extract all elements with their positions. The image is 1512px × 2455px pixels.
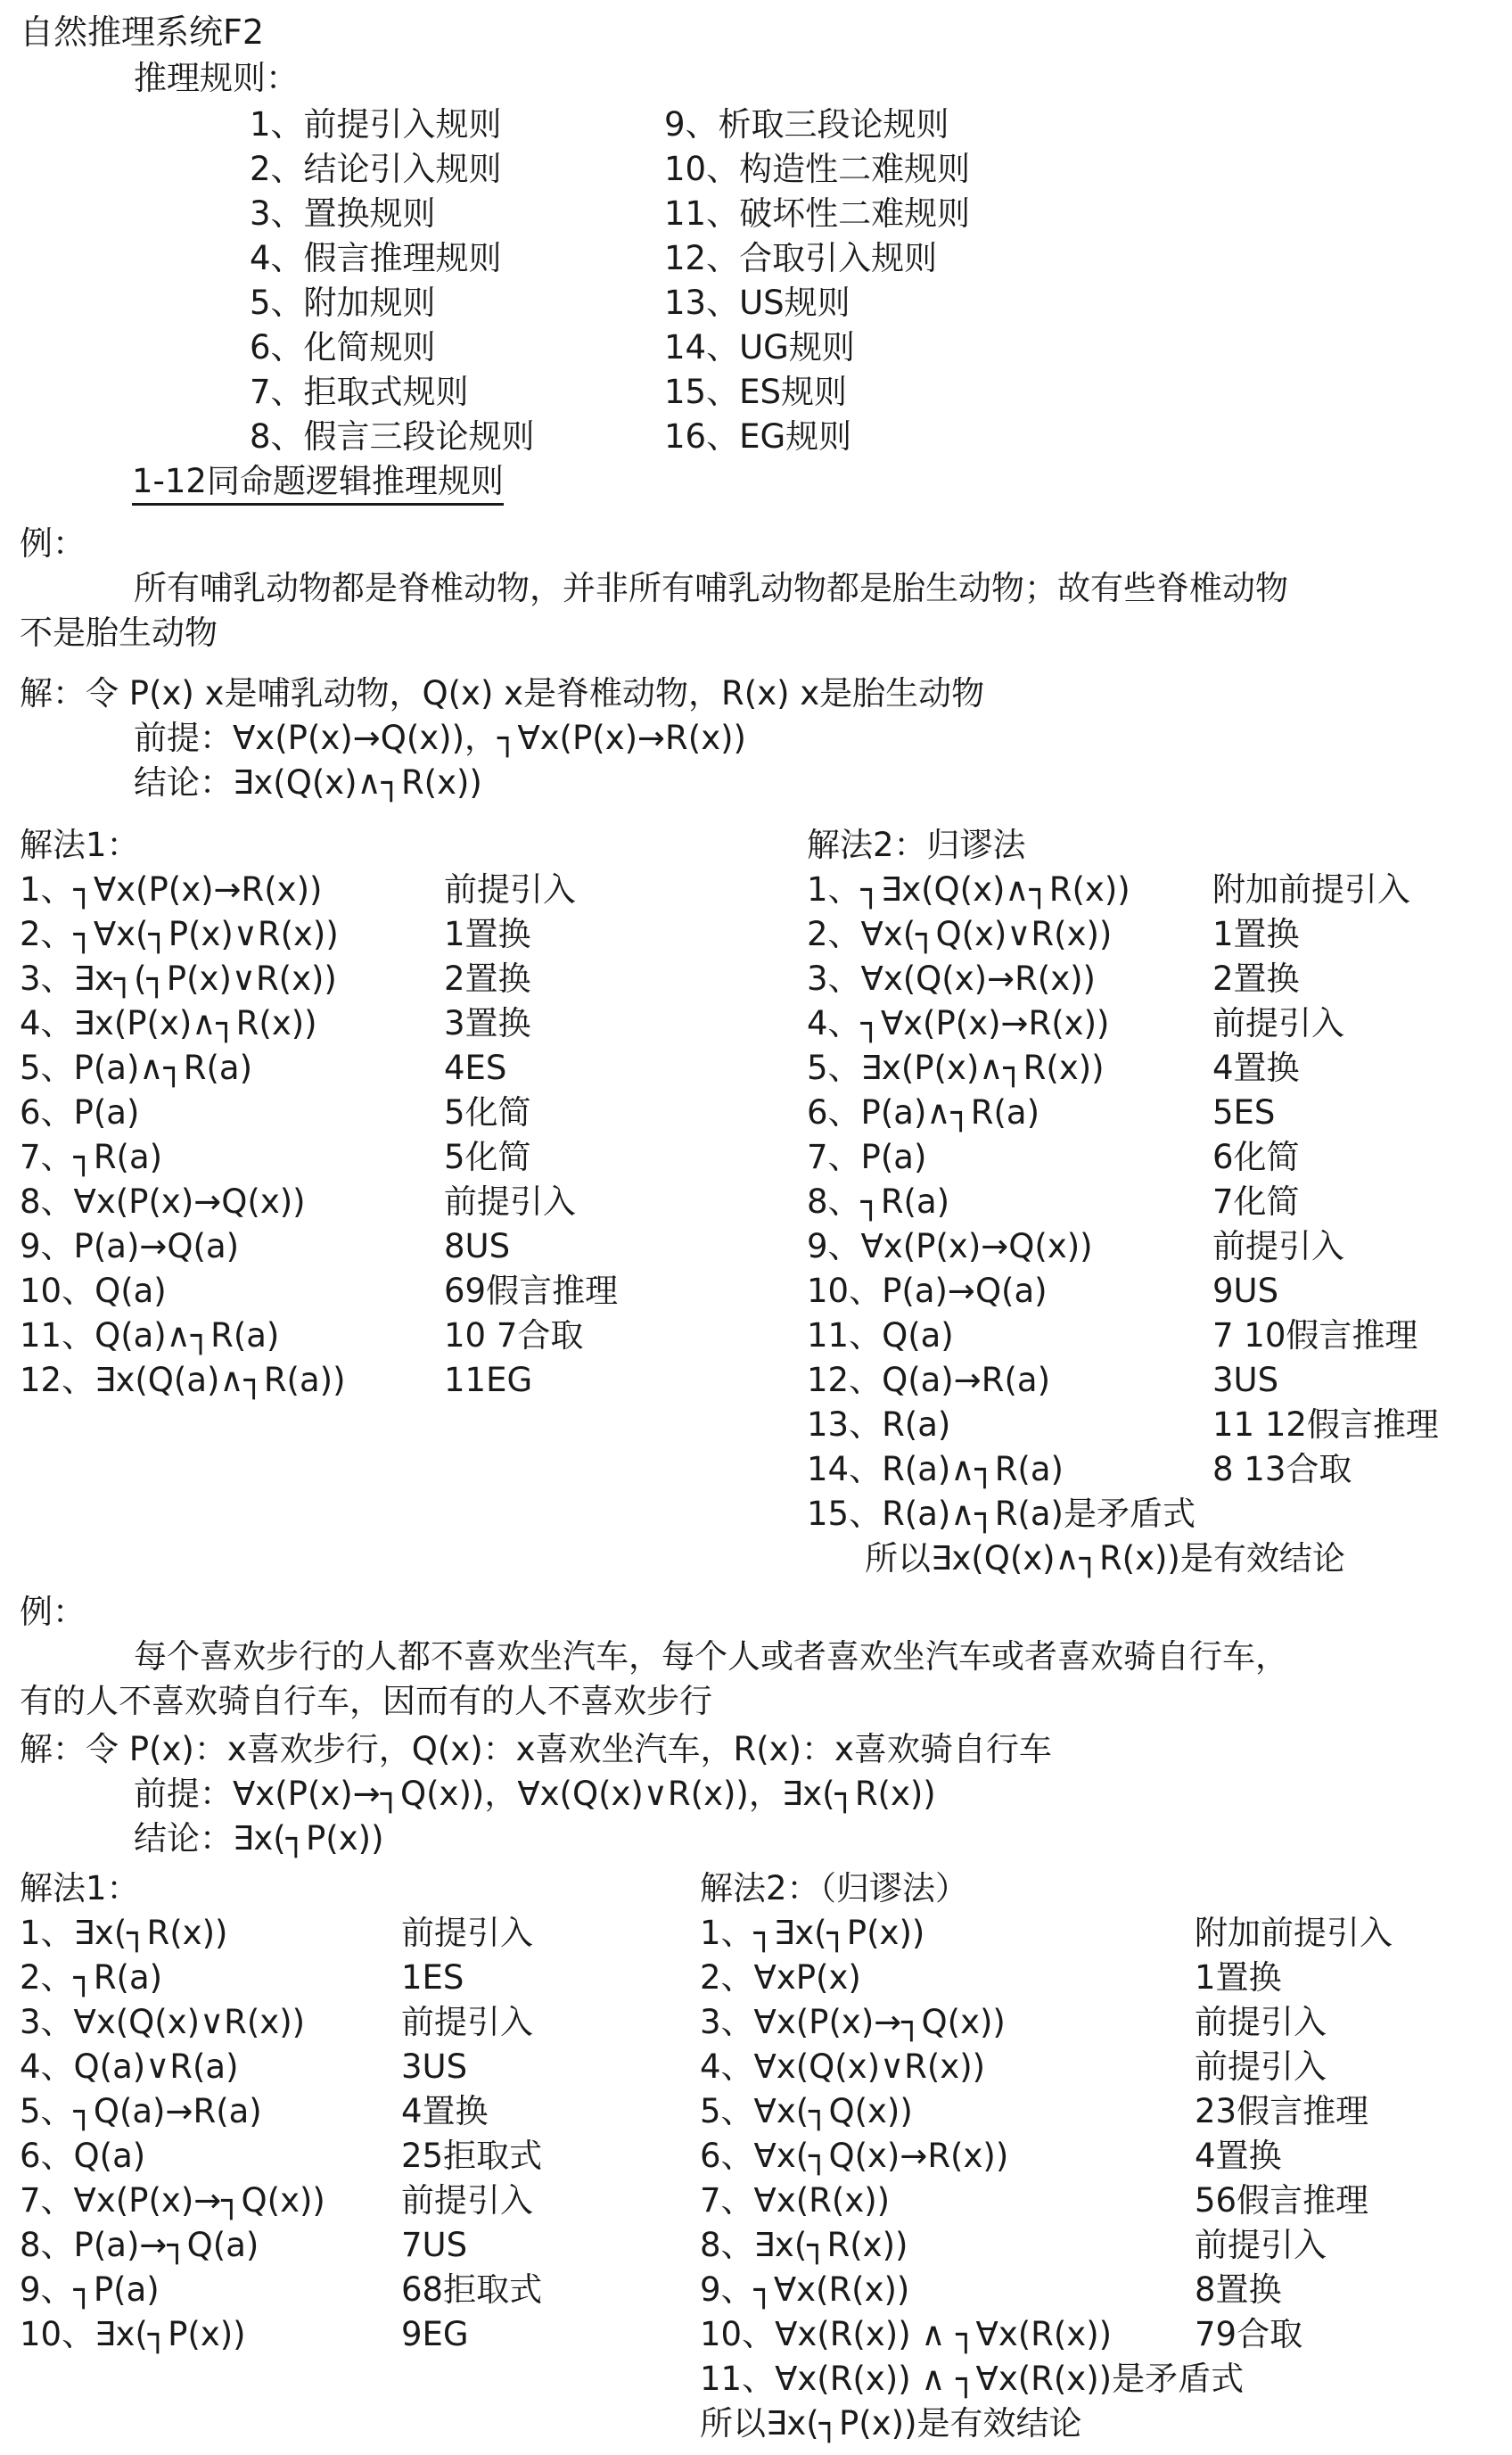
rule-item: 15、ES规则 [664, 373, 847, 411]
step-reason: 前提引入 [401, 1914, 533, 1952]
step-formula: 7、P(a) [807, 1138, 927, 1176]
step-formula: 11、Q(a) [807, 1316, 954, 1355]
rule-item: 2、结论引入规则 [250, 150, 502, 188]
step-reason: 附加前提引入 [1212, 870, 1410, 909]
step-reason: 5化简 [444, 1138, 531, 1176]
step-formula: 7、┐R(a) [20, 1138, 163, 1176]
step-formula: 5、∀x(┐Q(x)) [700, 2092, 913, 2130]
step-formula: 8、∃x(┐R(x)) [700, 2226, 908, 2264]
step-formula: 4、∃x(P(x)∧┐R(x)) [20, 1004, 317, 1042]
step-reason: 5ES [1212, 1093, 1276, 1132]
step-formula: 4、∀x(Q(x)∨R(x)) [700, 2047, 986, 2086]
example-label: 例： [20, 524, 86, 563]
step-reason: 3US [401, 2047, 468, 2086]
rule-item: 10、构造性二难规则 [664, 150, 971, 188]
step-formula: 5、∃x(P(x)∧┐R(x)) [807, 1049, 1105, 1087]
premises: 前提：∀x(P(x)→Q(x))，┐∀x(P(x)→R(x)) [134, 719, 746, 757]
step-reason: 7US [401, 2226, 468, 2264]
step-reason: 4置换 [401, 2092, 489, 2130]
step-formula: 2、∀xP(x) [700, 1958, 861, 1997]
step-formula: 11、∀x(R(x)) ∧ ┐∀x(R(x))是矛盾式 [700, 2360, 1245, 2398]
method-title: 解法2：归谬法 [807, 826, 1026, 864]
solution-definitions: 解：令 P(x)：x喜欢步行，Q(x)：x喜欢坐汽车，R(x)：x喜欢骑自行车 [20, 1730, 1052, 1768]
rule-item: 8、假言三段论规则 [250, 417, 535, 456]
step-reason: 7 10假言推理 [1212, 1316, 1418, 1355]
rule-item: 4、假言推理规则 [250, 239, 502, 277]
solution-definitions: 解：令 P(x) x是哺乳动物，Q(x) x是脊椎动物，R(x) x是胎生动物 [20, 674, 985, 713]
step-reason: 8 13合取 [1212, 1450, 1352, 1488]
step-formula: 10、Q(a) [20, 1272, 167, 1310]
rule-item: 14、UG规则 [664, 328, 855, 367]
step-formula: 1、∃x(┐R(x)) [20, 1914, 228, 1952]
step-reason: 1置换 [1212, 915, 1300, 953]
step-reason: 前提引入 [401, 2181, 533, 2220]
step-formula: 6、P(a)∧┐R(a) [807, 1093, 1040, 1132]
rule-item: 6、化简规则 [250, 328, 436, 367]
step-formula: 10、∃x(┐P(x)) [20, 2315, 246, 2353]
step-formula: 15、R(a)∧┐R(a)是矛盾式 [807, 1495, 1196, 1533]
conclusion: 结论：∃x(Q(x)∧┐R(x)) [134, 763, 482, 802]
step-formula: 9、┐P(a) [20, 2270, 160, 2309]
step-formula: 8、┐R(a) [807, 1182, 950, 1221]
step-formula: 12、Q(a)→R(a) [807, 1361, 1051, 1399]
example-text: 每个喜欢步行的人都不喜欢坐汽车，每个人或者喜欢坐汽车或者喜欢骑自行车， [134, 1637, 1288, 1676]
step-formula: 3、∃x┐(┐P(x)∨R(x)) [20, 960, 337, 998]
step-reason: 6化简 [1212, 1138, 1300, 1176]
step-reason: 前提引入 [1195, 2226, 1327, 2264]
rule-item: 3、置换规则 [250, 194, 436, 233]
step-reason: 8US [444, 1227, 511, 1265]
step-reason: 5化简 [444, 1093, 531, 1132]
method-title: 解法2：（归谬法） [700, 1869, 969, 1907]
step-formula: 1、┐∃x(┐P(x)) [700, 1914, 925, 1952]
step-formula: 14、R(a)∧┐R(a) [807, 1450, 1064, 1488]
step-formula: 3、∀x(P(x)→┐Q(x)) [700, 2003, 1006, 2041]
step-formula: 6、∀x(┐Q(x)→R(x)) [700, 2137, 1009, 2175]
step-formula: 2、┐∀x(┐P(x)∨R(x)) [20, 915, 339, 953]
step-formula: 10、P(a)→Q(a) [807, 1272, 1048, 1310]
example-text: 所有哺乳动物都是脊椎动物，并非所有哺乳动物都是胎生动物；故有些脊椎动物 [134, 569, 1288, 607]
step-reason: 4置换 [1195, 2137, 1282, 2175]
step-reason: 23假言推理 [1195, 2092, 1369, 2130]
step-formula: 5、┐Q(a)→R(a) [20, 2092, 262, 2130]
rule-item: 13、US规则 [664, 284, 850, 322]
step-formula: 1、┐∀x(P(x)→R(x)) [20, 870, 323, 909]
step-reason: 11EG [444, 1361, 533, 1399]
step-formula: 6、Q(a) [20, 2137, 146, 2175]
step-formula: 6、P(a) [20, 1093, 140, 1132]
step-reason: 8置换 [1195, 2270, 1282, 2309]
step-formula: 5、P(a)∧┐R(a) [20, 1049, 253, 1087]
step-formula: 9、∀x(P(x)→Q(x)) [807, 1227, 1093, 1265]
conclusion: 结论：∃x(┐P(x)) [134, 1819, 384, 1858]
step-formula: 2、∀x(┐Q(x)∨R(x)) [807, 915, 1113, 953]
step-reason: 前提引入 [444, 870, 576, 909]
example-label: 例： [20, 1593, 86, 1631]
step-reason: 前提引入 [1195, 2003, 1327, 2041]
rules-note: 1-12同命题逻辑推理规则 [132, 462, 504, 506]
final-conclusion: 所以∃x(Q(x)∧┐R(x))是有效结论 [865, 1539, 1345, 1578]
step-reason: 前提引入 [1195, 2047, 1327, 2086]
step-formula: 7、∀x(P(x)→┐Q(x)) [20, 2181, 325, 2220]
step-reason: 11 12假言推理 [1212, 1405, 1439, 1444]
step-reason: 1ES [401, 1958, 464, 1997]
step-formula: 12、∃x(Q(a)∧┐R(a)) [20, 1361, 346, 1399]
step-reason: 1置换 [444, 915, 531, 953]
step-reason: 7化简 [1212, 1182, 1300, 1221]
step-formula: 8、P(a)→┐Q(a) [20, 2226, 259, 2264]
rule-item: 16、EG规则 [664, 417, 852, 456]
step-reason: 9EG [401, 2315, 469, 2353]
step-formula: 11、Q(a)∧┐R(a) [20, 1316, 280, 1355]
step-reason: 2置换 [1212, 960, 1300, 998]
step-formula: 8、∀x(P(x)→Q(x)) [20, 1182, 306, 1221]
step-formula: 4、┐∀x(P(x)→R(x)) [807, 1004, 1110, 1042]
rule-item: 1、前提引入规则 [250, 105, 502, 144]
step-reason: 25拒取式 [401, 2137, 543, 2175]
step-reason: 9US [1212, 1272, 1279, 1310]
step-reason: 3置换 [444, 1004, 531, 1042]
rule-item: 7、拒取式规则 [250, 373, 469, 411]
rule-item: 9、析取三段论规则 [664, 105, 949, 144]
rule-item: 11、破坏性二难规则 [664, 194, 971, 233]
step-formula: 3、∀x(Q(x)→R(x)) [807, 960, 1096, 998]
step-reason: 前提引入 [444, 1182, 576, 1221]
step-formula: 9、P(a)→Q(a) [20, 1227, 240, 1265]
step-reason: 79合取 [1195, 2315, 1303, 2353]
step-formula: 1、┐∃x(Q(x)∧┐R(x)) [807, 870, 1130, 909]
step-reason: 4ES [444, 1049, 507, 1087]
method-title: 解法1： [20, 826, 140, 864]
step-reason: 56假言推理 [1195, 2181, 1369, 2220]
step-formula: 4、Q(a)∨R(a) [20, 2047, 239, 2086]
step-reason: 前提引入 [1212, 1004, 1344, 1042]
rules-heading: 推理规则： [134, 59, 299, 97]
step-reason: 附加前提引入 [1195, 1914, 1393, 1952]
step-reason: 4置换 [1212, 1049, 1300, 1087]
step-formula: 3、∀x(Q(x)∨R(x)) [20, 2003, 306, 2041]
step-formula: 10、∀x(R(x)) ∧ ┐∀x(R(x)) [700, 2315, 1113, 2353]
rule-item: 12、合取引入规则 [664, 239, 938, 277]
step-formula: 9、┐∀x(R(x)) [700, 2270, 910, 2309]
step-formula: 13、R(a) [807, 1405, 951, 1444]
step-reason: 10 7合取 [444, 1316, 584, 1355]
example-text: 有的人不喜欢骑自行车，因而有的人不喜欢步行 [20, 1682, 712, 1720]
method-title: 解法1： [20, 1869, 140, 1907]
rule-item: 5、附加规则 [250, 284, 436, 322]
step-reason: 前提引入 [401, 2003, 533, 2041]
step-reason: 69假言推理 [444, 1272, 619, 1310]
step-reason: 68拒取式 [401, 2270, 543, 2309]
step-formula: 7、∀x(R(x)) [700, 2181, 891, 2220]
step-reason: 2置换 [444, 960, 531, 998]
step-reason: 3US [1212, 1361, 1279, 1399]
premises: 前提：∀x(P(x)→┐Q(x))，∀x(Q(x)∨R(x))，∃x(┐R(x)) [134, 1775, 936, 1813]
example-text: 不是胎生动物 [20, 614, 218, 652]
final-conclusion: 所以∃x(┐P(x))是有效结论 [700, 2404, 1082, 2443]
step-formula: 2、┐R(a) [20, 1958, 163, 1997]
page-title: 自然推理系统F2 [20, 12, 265, 52]
step-reason: 1置换 [1195, 1958, 1282, 1997]
step-reason: 前提引入 [1212, 1227, 1344, 1265]
